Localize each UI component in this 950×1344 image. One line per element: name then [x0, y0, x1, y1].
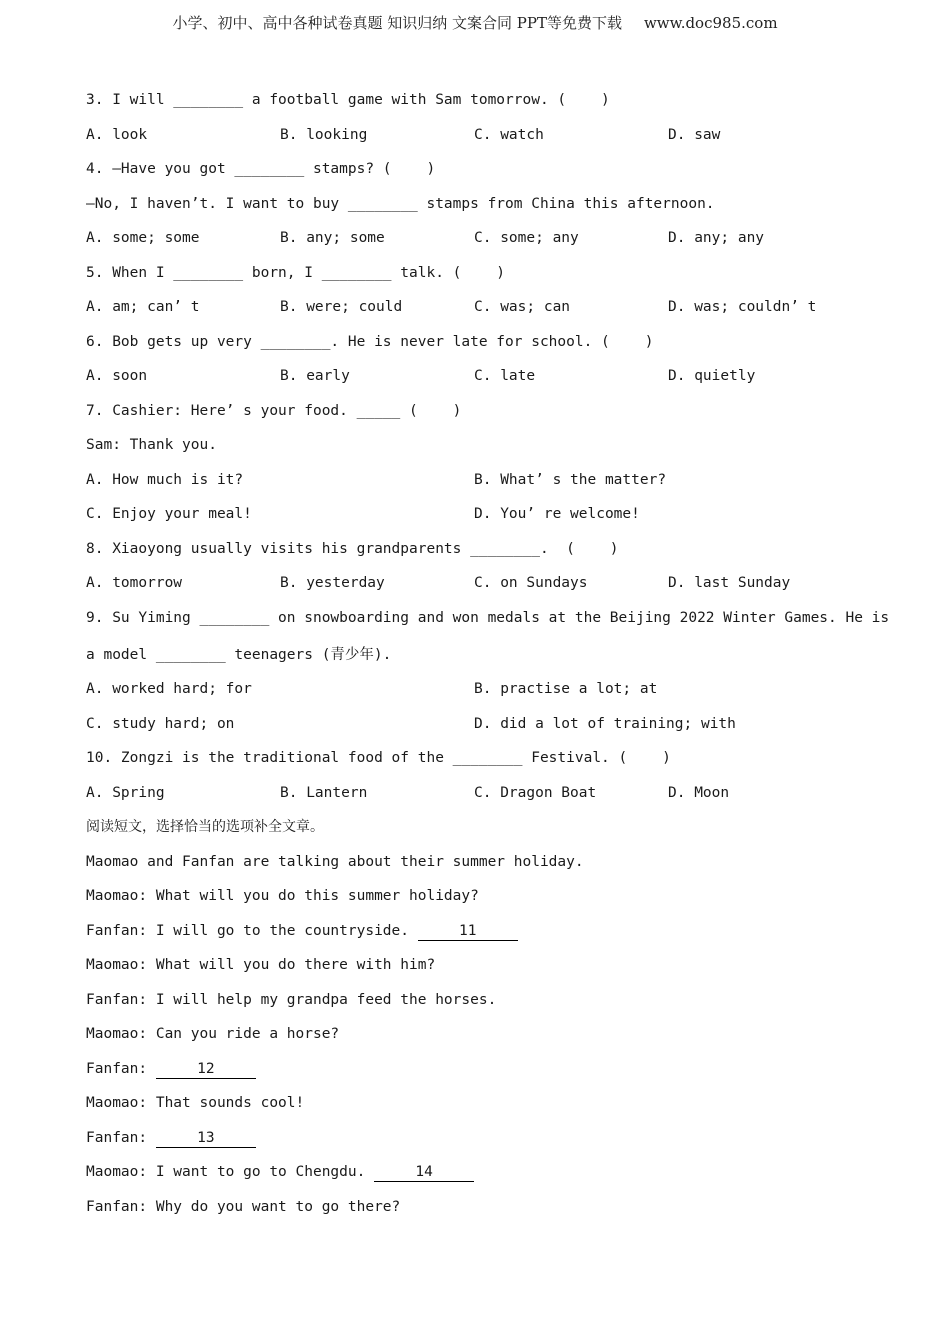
option-b: B. practise a lot; at [474, 681, 658, 697]
dialogue-line [86, 1126, 876, 1161]
question-10-options [86, 781, 876, 816]
dialogue-line: Maomao: What will you do this summer holiday? [86, 888, 479, 904]
option-d: D. any; any [668, 230, 765, 246]
option-c: C. some; any [474, 230, 579, 246]
option-c: C. watch [474, 126, 544, 143]
question-3: 3. I will ________ a football game with Sam tomorrow. ( ) [86, 92, 610, 108]
dialogue-line [86, 919, 876, 954]
reading-intro: Maomao and Fanfan are talking about their summer holiday. [86, 853, 584, 870]
question-8: 8. Xiaoyong usually visits his grandparents ________. ( ) [86, 540, 619, 557]
blank-13: 13 [156, 1129, 256, 1148]
option-b: B. yesterday [280, 575, 385, 591]
option-d: D. did a lot of training; with [474, 715, 736, 732]
question-10: 10. Zongzi is the traditional food of the ________ Festival. ( ) [86, 750, 671, 766]
option-b: B. Lantern [280, 784, 368, 801]
question-7: 7. Cashier: Here’ s your food. _____ ( ) [86, 402, 462, 419]
question-9-cont: a model ________ teenagers (青少年). [86, 646, 392, 663]
dialogue-line [86, 1057, 876, 1092]
header-text: 小学、初中、高中各种试卷真题 知识归纳 文案合同 PPT等免费下载 [172, 14, 622, 32]
question-6: 6. Bob gets up very ________. He is never late for school. ( ) [86, 333, 654, 350]
option-b: B. any; some [280, 230, 385, 246]
question-9-options-row1 [86, 677, 876, 712]
reading-instruction: 阅读短文，选择恰当的选项补全文章。 [86, 819, 324, 835]
option-d: D. was; couldn’ t [668, 299, 817, 315]
option-c: C. Enjoy your meal! [86, 506, 252, 522]
option-d: D. last Sunday [668, 575, 791, 591]
blank-14: 14 [374, 1163, 474, 1182]
blank-11: 11 [418, 922, 518, 941]
question-5-options [86, 295, 876, 330]
question-4-options [86, 226, 876, 261]
dialogue-line: Fanfan: Why do you want to go there? [86, 1198, 401, 1215]
option-b: B. looking [280, 126, 368, 143]
option-c: C. study hard; on [86, 715, 235, 732]
option-a: A. tomorrow [86, 575, 183, 591]
dialogue-text: Fanfan: I will go to the countryside. [86, 922, 418, 939]
question-9-options-row2 [86, 712, 876, 747]
option-d: D. You’ re welcome! [474, 506, 640, 522]
option-b: B. were; could [280, 299, 403, 315]
dialogue-line: Maomao: What will you do there with him? [86, 957, 436, 973]
option-c: C. on Sundays [474, 575, 588, 591]
option-d: D. Moon [668, 784, 730, 801]
option-a: A. look [86, 126, 148, 143]
question-9: 9. Su Yiming ________ on snowboarding and won medals at the Beijing 2022 Winter Games. He is [86, 609, 890, 626]
page-header [0, 12, 950, 33]
option-b: B. early [280, 368, 350, 384]
question-3-options [86, 123, 876, 158]
option-a: A. How much is it? [86, 471, 244, 488]
dialogue-text: Maomao: I want to go to Chengdu. [86, 1164, 375, 1180]
option-d: D. quietly [668, 368, 756, 384]
dialogue-line [86, 1160, 876, 1195]
option-a: A. soon [86, 368, 148, 384]
dialogue-text: Fanfan: [86, 1129, 156, 1146]
dialogue-text: Fanfan: [86, 1060, 156, 1077]
dialogue-line: Fanfan: I will help my grandpa feed the horses. [86, 991, 497, 1008]
option-c: C. late [474, 368, 536, 384]
question-6-options [86, 364, 876, 399]
option-a: A. Spring [86, 784, 165, 801]
option-a: A. worked hard; for [86, 681, 252, 697]
option-a: A. am; can’ t [86, 299, 200, 315]
question-4-reply: —No, I haven’t. I want to buy ________ stamps from China this afternoon. [86, 195, 715, 212]
question-5: 5. When I ________ born, I ________ talk. ( ) [86, 264, 506, 281]
exam-content [86, 88, 890, 1229]
dialogue-line: Maomao: That sounds cool! [86, 1095, 305, 1111]
question-7-reply: Sam: Thank you. [86, 437, 217, 453]
blank-12: 12 [156, 1060, 256, 1079]
option-c: C. was; can [474, 299, 571, 315]
question-4: 4. —Have you got ________ stamps? ( ) [86, 161, 436, 177]
option-d: D. saw [668, 126, 721, 143]
question-8-options [86, 571, 876, 606]
option-c: C. Dragon Boat [474, 784, 597, 801]
question-7-options-row1 [86, 468, 876, 503]
option-b: B. What’ s the matter? [474, 471, 667, 488]
question-7-options-row2 [86, 502, 876, 537]
dialogue-line: Maomao: Can you ride a horse? [86, 1026, 340, 1042]
header-site: www.doc985.com [643, 14, 778, 32]
option-a: A. some; some [86, 230, 200, 246]
